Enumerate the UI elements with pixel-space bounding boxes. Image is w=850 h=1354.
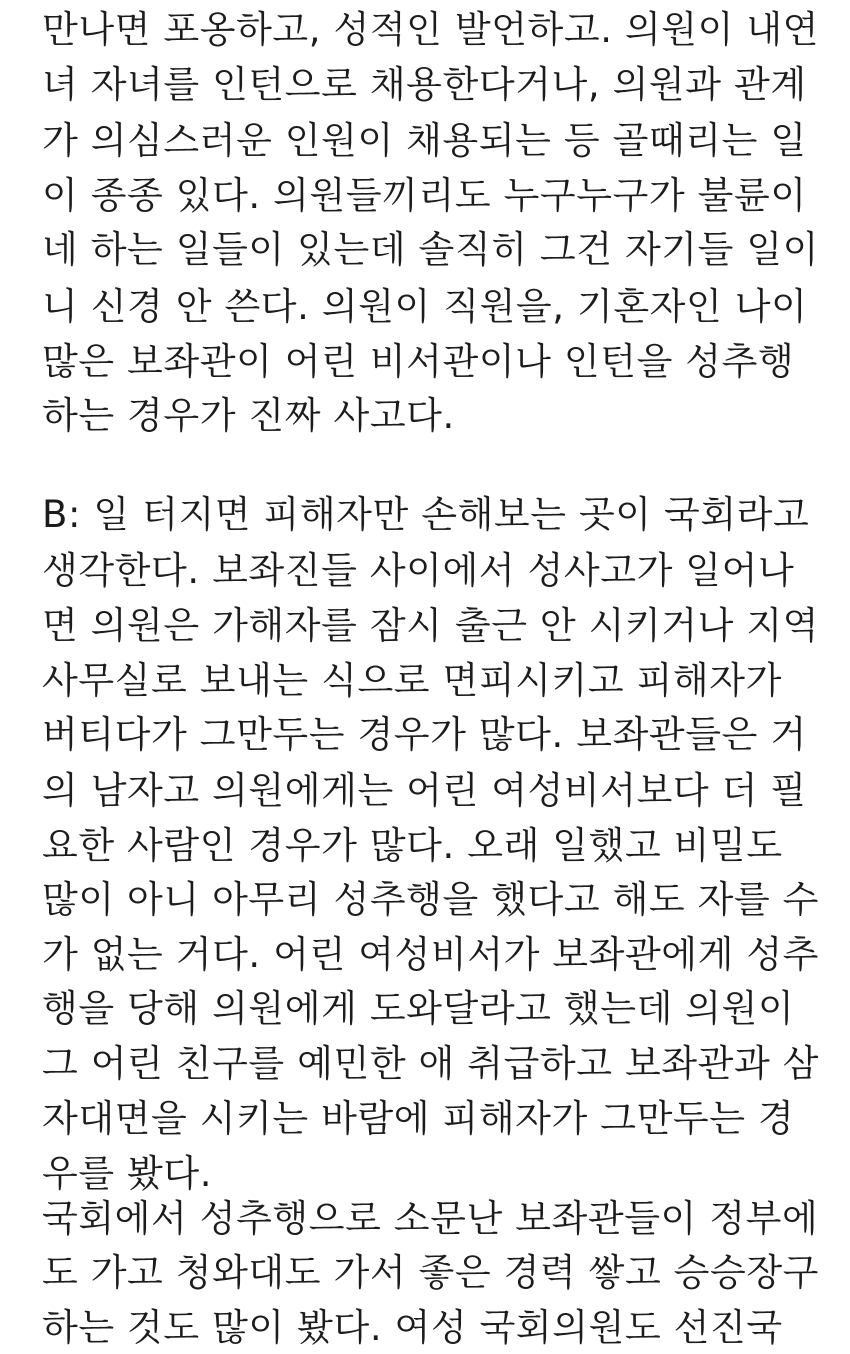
- text-line: 의 남자고 의원에게는 어린 여성비서보다 더 필: [42, 769, 807, 812]
- text-line: 사무실로 보내는 식으로 면피시키고 피해자가: [42, 659, 782, 702]
- text-line: 버티다가 그만두는 경우가 많다. 보좌관들은 거: [42, 713, 807, 756]
- text-line: 요한 사람인 경우가 많다. 오래 일했고 비밀도: [42, 824, 783, 867]
- text-line: 면 의원은 가해자를 잠시 출근 안 시키거나 지역: [42, 604, 820, 647]
- text-line: 가 의심스러운 인원이 채용되는 등 골때리는 일: [42, 119, 807, 162]
- text-line: 생각한다. 보좌진들 사이에서 성사고가 일어나: [42, 549, 795, 592]
- text-line: 네 하는 일들이 있는데 솔직히 그건 자기들 일이: [42, 228, 820, 271]
- text-line: 가 없는 거다. 어린 여성비서가 보좌관에게 성추: [42, 933, 820, 976]
- text-line: 니 신경 안 쓴다. 의원이 직원을, 기혼자인 나이: [42, 285, 808, 328]
- text-line: 녀 자녀를 인턴으로 채용한다거나, 의원과 관계: [42, 63, 807, 106]
- text-line: 국회에서 성추행으로 소문난 보좌관들이 정부에: [42, 1197, 819, 1240]
- text-line: B: 일 터지면 피해자만 손해보는 곳이 국회라고: [42, 493, 810, 536]
- text-line: 많이 아니 아무리 성추행을 했다고 해도 자를 수: [42, 878, 820, 921]
- text-line: 자대면을 시키는 바람에 피해자가 그만두는 경: [42, 1097, 795, 1140]
- text-line: 이 종종 있다. 의원들끼리도 누구누구가 불륜이: [42, 174, 807, 217]
- text-line: 하는 것도 많이 봤다. 여성 국회의원도 선진국: [42, 1306, 783, 1349]
- text-line: 행을 당해 의원에게 도와달라고 했는데 의원이: [42, 987, 795, 1030]
- text-line: 우를 봤다.: [42, 1152, 213, 1195]
- text-line: 도 가고 청와대도 가서 좋은 경력 쌓고 승승장구: [42, 1251, 820, 1294]
- text-line: 많은 보좌관이 어린 비서관이나 인턴을 성추행: [42, 340, 795, 383]
- text-line: 하는 경우가 진짜 사고다.: [42, 394, 455, 437]
- text-line: 그 어린 친구를 예민한 애 취급하고 보좌관과 삼: [42, 1042, 820, 1085]
- text-line: 만나면 포옹하고, 성적인 발언하고. 의원이 내연: [42, 8, 820, 51]
